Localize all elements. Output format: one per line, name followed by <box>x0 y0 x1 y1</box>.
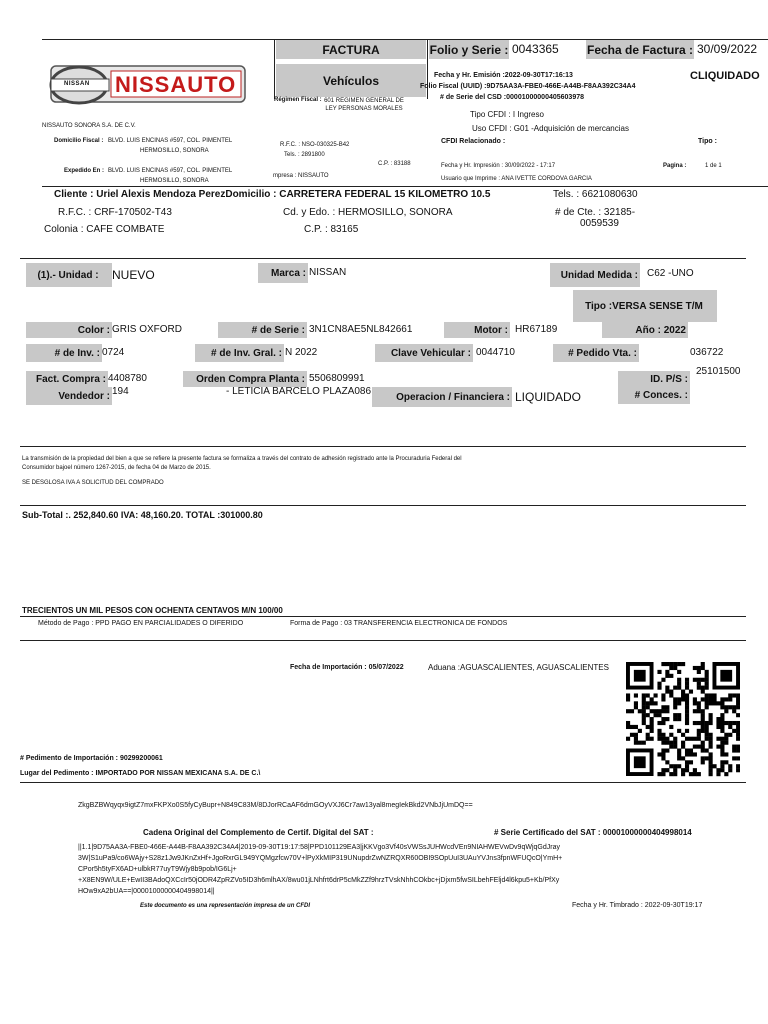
vendedor-value: 194 <box>112 386 129 397</box>
lugar-pedimento: Lugar del Pedimento : IMPORTADO POR NISSAN MEXICANA S.A. DE C.\ <box>20 770 261 777</box>
vehiculos-title: Vehículos <box>276 64 426 97</box>
marca-value: NISSAN <box>309 267 347 278</box>
cadena-line-2: 3W|S1uPa9/co6WAjy+S28z1Jw9JKnZxHf+JgoRxrGL949YQMgzfcw70V+lPyXkMIP319UNupdrZwNZRQXR60OBI9SOpUuI3UAuYVJns3fpnWFUQcO|YmH+ <box>78 855 563 862</box>
company-name: NISSAUTO SONORA S.A. DE C.V. <box>42 123 136 129</box>
metodo-pago: Método de Pago : PPD PAGO EN PARCIALIDADES O DIFERIDO <box>38 620 244 627</box>
pedido-label: # Pedido Vta. : <box>553 344 639 362</box>
unidad-medida-label: Unidad Medida : <box>550 263 640 287</box>
nissauto-logo <box>45 60 248 110</box>
id-ps-value: 25101500 <box>696 366 741 377</box>
aduana: Aduana :AGUASCALIENTES, AGUASCALIENTES <box>428 663 609 672</box>
orden-compra-label: Orden Compra Planta : <box>183 371 307 387</box>
pagina-value: 1 de 1 <box>705 163 722 169</box>
cliente-cp: C.P. : 83165 <box>304 224 359 235</box>
folio-value: 0043365 <box>512 42 559 56</box>
inv-gral-value: N 2022 <box>285 347 318 358</box>
unidad-medida-value: C62 -UNO <box>647 268 694 279</box>
header-divider-right <box>427 39 428 99</box>
unidad-value: NUEVO <box>112 268 155 282</box>
domicilio-fiscal-2: HERMOSILLO, SONORA <box>140 148 209 154</box>
serie-value: 3N1CN8AE5NL842661 <box>309 324 413 335</box>
vendedor-label: Vendedor : <box>26 387 112 405</box>
tipo-vehiculo: Tipo :VERSA SENSE T/M <box>573 290 717 322</box>
cliente-line: Cliente : Uriel Alexis Mendoza PerezDomicilio : CARRETERA FEDERAL 15 KILOMETRO 10.5 <box>54 189 491 200</box>
fecha-importacion: Fecha de Importación : 05/07/2022 <box>290 664 404 671</box>
cliente-num-cte-2: 0059539 <box>580 218 619 229</box>
pago-bottom-rule <box>20 640 746 641</box>
motor-value: HR67189 <box>515 324 558 335</box>
forma-pago: Forma de Pago : 03 TRANSFERENCIA ELECTRONICA DE FONDOS <box>290 620 508 627</box>
iva-note: SE DESGLOSA IVA A SOLICITUD DEL COMPRADO <box>22 480 164 486</box>
cert-sat: # Serie Certificado del SAT : 00001000000404998014 <box>494 828 692 837</box>
vehicle-top-rule <box>20 258 746 259</box>
inv-gral-label: # de Inv. Gral. : <box>195 344 284 362</box>
operacion-label: Operacion / Financiera : <box>372 387 512 407</box>
transmision-text-2: Consumidor bajoel número 1267-2015, de fecha 04 de Marzo de 2015. <box>22 465 211 471</box>
unidad-label: (1).- Unidad : <box>26 263 112 287</box>
cliente-rfc: R.F.C. : CRF-170502-T43 <box>58 207 172 218</box>
cadena-line-1: ||1.1|9D75AA3A-FBE0-466E-A44B-F8AA392C34A4|2019-09-30T19:17:58|PPD101129EA3|jKKVgo3Vf40sVWSsJUHWcdVEn9NIAHWEVwDv9qWjqGdJray <box>78 844 560 851</box>
letra-rule <box>20 616 746 617</box>
anio-label: Año : 2022 <box>602 322 688 338</box>
id-ps-label: ID. P/S : <box>618 371 690 387</box>
tipo-cfdi-line: Tipo CFDI : I Ingreso <box>470 110 544 119</box>
conces-label: # Conces. : <box>618 386 690 404</box>
color-value: GRIS OXFORD <box>112 324 183 335</box>
marca-label: Marca : <box>258 263 308 283</box>
cadena-line-3: CPor5h5tyFX6AD+ulbkR77uyT9Wjy8b9pob/IG6Lj+ <box>78 866 237 873</box>
clave-vehicular-label: Clave Vehicular : <box>375 344 473 362</box>
cp-emisor: C.P. : 83188 <box>378 161 411 167</box>
inv-label: # de Inv. : <box>26 344 102 362</box>
regimen-label: Régimen Fiscal : <box>274 97 322 103</box>
vendedor-name: - LETICIA BARCELO PLAZA086 <box>226 386 372 397</box>
clave-vehicular-value: 0044710 <box>476 347 515 358</box>
total-en-letra: TRECIENTOS UN MIL PESOS CON OCHENTA CENTAVOS M/N 100/00 <box>22 606 283 615</box>
rfc-emisor: R.F.C. : NSO-030325-B42 <box>280 142 350 148</box>
fecha-factura-value: 30/09/2022 <box>697 42 758 56</box>
expedido-1: BLVD. LUIS ENCINAS #597, COL. PIMENTEL <box>108 168 233 174</box>
serie-label: # de Serie : <box>218 322 307 338</box>
expedido-2: HERMOSILLO, SONORA <box>140 178 209 184</box>
fecha-timbrado: Fecha y Hr. Timbrado : 2022-09-30T19:17 <box>572 902 703 909</box>
logo-nissauto-text: NISSAUTO <box>115 72 237 97</box>
factura-title: FACTURA <box>276 40 426 59</box>
usuario-imprime: Usuario que Imprime : ANA IVETTE CORDOVA GARCIA <box>441 176 592 182</box>
folio-fiscal-line: Folio Fiscal (UUID) :9D75AA3A-FBE0-466E-A44B-F8AA392C34A4 <box>420 83 636 90</box>
pedido-value: 036722 <box>690 347 724 358</box>
empresa-line: mpresa : NISSAUTO <box>273 173 329 179</box>
notes-top-rule <box>20 446 746 447</box>
folio-label: Folio y Serie : <box>429 40 509 59</box>
qr-code-icon <box>626 662 740 778</box>
cliente-cd-edo: Cd. y Edo. : HERMOSILLO, SONORA <box>283 207 453 218</box>
cliente-colonia: Colonia : CAFE COMBATE <box>44 224 165 235</box>
client-top-rule <box>42 186 768 187</box>
pedimento-importacion: # Pedimento de Importación : 90299200061 <box>20 755 163 762</box>
cliquidado-label: CLIQUIDADO <box>690 70 760 82</box>
pedimento-bottom-rule <box>20 782 746 783</box>
color-label: Color : <box>26 322 112 338</box>
totals-line: Sub-Total :. 252,840.60 IVA: 48,160.20. TOTAL :301000.80 <box>22 510 263 520</box>
emision-line: Fecha y Hr. Emisión :2022-09-30T17:16:13 <box>434 72 573 79</box>
fecha-factura-label: Fecha de Factura : <box>586 40 694 59</box>
tipo-label: Tipo : <box>698 138 717 145</box>
fact-compra-label: Fact. Compra : <box>26 371 108 387</box>
totals-top-rule <box>20 505 746 506</box>
motor-label: Motor : <box>444 322 510 338</box>
regimen-value: 601 REGIMEN GENERAL DE LEY PERSONAS MORALES <box>324 98 404 112</box>
cfdi-relacionado: CFDI Relacionado : <box>441 138 506 145</box>
serie-csd-line: # de Serie del CSD :00001000000405603978 <box>440 94 584 101</box>
inv-value: 0724 <box>102 347 125 358</box>
header-divider-left <box>274 39 275 99</box>
operacion-value: LIQUIDADO <box>515 390 582 404</box>
expedido-label: Expedido En : <box>64 168 105 174</box>
tels-emisor: Tels. : 2891800 <box>284 152 325 158</box>
representacion-impresa: Este documento es una representación impresa de un CFDI <box>140 903 311 909</box>
cliente-num-cte-1: # de Cte. : 32185- <box>555 207 636 218</box>
sello-digital: ZkgBZBWqyqx9igtZ7mxFKPXo0S5fyCyBupr+N849C83M/8DJorRCaAF6dmGOyVXJ6Cr7aw13yal8megIekBkd2VNbJjUmDQ== <box>78 802 473 809</box>
cadena-line-4: +X8EN9W/ULE+EwII3BAdoQXCcIr50jODR4ZpRZVo5ID3h6mlhAX/8wu01jLNhfrt6drP5cMkZZf9hrzTVskNhhCOkbc+jDjxm5fwSILbehFEljd4l6kpu5+Kb/PfXy <box>78 877 560 884</box>
cliente-tels: Tels. : 6621080630 <box>553 189 638 200</box>
domicilio-fiscal-label: Domicilio Fiscal : <box>54 138 104 144</box>
transmision-text-1: La transmisión de la propiedad del bien a que se refiere la presente factura se formaliza a través del contrato de adhesión registrado ante la Procuraduria Federal del <box>22 456 462 462</box>
pagina-label: Pagina : <box>663 163 687 169</box>
uso-cfdi-line: Uso CFDI : G01 -Adquisición de mercancias <box>472 124 629 133</box>
fact-compra-value: 4408780 <box>108 373 147 384</box>
cadena-title: Cadena Original del Complemento de Certif. Digital del SAT : <box>143 828 374 837</box>
cadena-line-5: HOw9xA2bUA==|00001000000404998014|| <box>78 888 215 895</box>
qr-code <box>626 662 740 778</box>
logo-nissan-text: NISSAN <box>64 81 90 87</box>
orden-compra-value: 5506809991 <box>309 373 365 384</box>
fecha-impresion: Fecha y Hr. Impresión : 30/09/2022 - 17:17 <box>441 163 556 169</box>
domicilio-fiscal-1: BLVD. LUIS ENCINAS #597, COL. PIMENTEL <box>108 138 233 144</box>
